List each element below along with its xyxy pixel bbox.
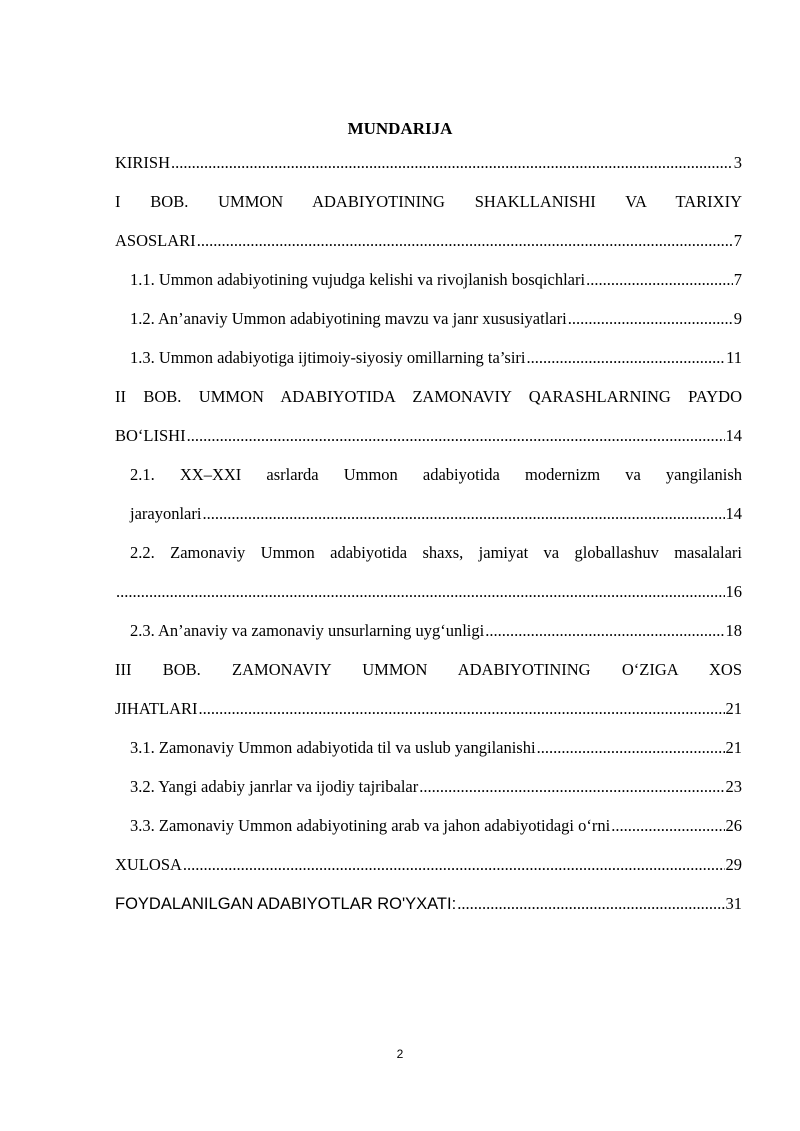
toc-entry-chapter-1[interactable] [115, 189, 742, 254]
toc-page-number: 11 [726, 348, 742, 367]
toc-entry-references[interactable] [115, 891, 742, 917]
toc-entry-title: XULOSA [115, 855, 182, 874]
page-title: MUNDARIJA [347, 119, 453, 138]
dot-leader [537, 735, 725, 761]
toc-entry-2-3[interactable] [115, 618, 742, 644]
toc-page-number: 14 [725, 426, 742, 445]
toc-entry-chapter-2[interactable] [115, 384, 742, 449]
toc-page-number: 7 [733, 270, 742, 289]
toc-entry-title-line: III BOB. ZAMONAVIY UMMON ADABIYOTINING O‘ZIGA XOS [115, 660, 742, 679]
toc-entry-title-line: II BOB. UMMON ADABIYOTIDA ZAMONAVIY QARASHLARNING PAYDO [115, 387, 742, 406]
dot-leader [568, 306, 733, 332]
dot-leader [611, 813, 724, 839]
dot-leader [187, 423, 725, 449]
dot-leader [199, 696, 725, 722]
dot-leader [527, 345, 726, 371]
dot-leader [457, 891, 724, 917]
toc-page-number: 26 [725, 816, 742, 835]
dot-leader [116, 579, 725, 605]
toc-entry-title-line: 2.1. XX–XXI asrlarda Ummon adabiyotida modernizm va yangilanish [130, 465, 742, 484]
toc-page-number: 3 [733, 153, 742, 172]
toc-entry-title: JIHATLARI [115, 699, 198, 718]
toc-page-number: 23 [725, 777, 742, 796]
toc-page-number: 18 [725, 621, 742, 640]
toc-page-number: 21 [725, 699, 742, 718]
toc-page-number: 29 [725, 855, 742, 874]
toc-page-number: 7 [733, 231, 742, 250]
dot-leader [485, 618, 724, 644]
toc-entry-title: FOYDALANILGAN ADABIYOTLAR RO'YXATI: [115, 895, 457, 913]
toc-entry-title: 1.3. Ummon adabiyotiga ijtimoiy-siyosiy omillarning ta’siri [130, 348, 526, 367]
dot-leader [171, 150, 733, 176]
toc-page-number: 21 [725, 738, 742, 757]
toc-entry-2-1[interactable] [115, 462, 742, 527]
toc-entry-title: 1.1. Ummon adabiyotining vujudga kelishi va rivojlanish bosqichlari [130, 270, 586, 289]
toc-entry-3-1[interactable] [115, 735, 742, 761]
dot-leader [419, 774, 724, 800]
toc-entry-xulosa[interactable] [115, 852, 742, 878]
toc-entry-title: 1.2. An’anaviy Ummon adabiyotining mavzu va janr xususiyatlari [130, 309, 567, 328]
toc-entry-title: jarayonlari [130, 504, 202, 523]
toc-entry-3-2[interactable] [115, 774, 742, 800]
toc-entry-title-line: I BOB. UMMON ADABIYOTINING SHAKLLANISHI VA TARIXIY [115, 192, 742, 211]
dot-leader [183, 852, 725, 878]
toc-entry-3-3[interactable] [115, 813, 742, 839]
toc-entry-title: 3.2. Yangi adabiy janrlar va ijodiy tajribalar [130, 777, 419, 796]
toc-entry-chapter-3[interactable] [115, 657, 742, 722]
dot-leader [197, 228, 733, 254]
toc-entry-1-1[interactable] [115, 267, 742, 293]
toc-entry-title: KIRISH [115, 153, 171, 172]
toc-page-number: 14 [725, 504, 742, 523]
toc-entry-2-2[interactable] [115, 540, 742, 605]
dot-leader [202, 501, 724, 527]
toc-entry-1-3[interactable] [115, 345, 742, 371]
toc-entry-kirish[interactable] [115, 150, 742, 176]
toc-entry-title: 3.1. Zamonaviy Ummon adabiyotida til va uslub yangilanishi [130, 738, 536, 757]
toc-page-number: 31 [725, 894, 742, 913]
toc-entry-1-2[interactable] [115, 306, 742, 332]
toc-page-number: 16 [725, 582, 742, 601]
toc-entry-title: 3.3. Zamonaviy Ummon adabiyotining arab va jahon adabiyotidagi o‘rni [130, 816, 611, 835]
dot-leader [586, 267, 733, 293]
toc-page-number: 9 [733, 309, 742, 328]
toc-entry-title: 2.3. An’anaviy va zamonaviy unsurlarning uyg‘unligi [130, 621, 485, 640]
toc-entry-title-line: 2.2. Zamonaviy Ummon adabiyotida shaxs, jamiyat va globallashuv masalalari [130, 543, 742, 562]
toc-entry-title: ASOSLARI [115, 231, 196, 250]
table-of-contents [115, 150, 742, 917]
page-number-footer: 2 [396, 1047, 404, 1061]
toc-entry-title: BO‘LISHI [115, 426, 186, 445]
